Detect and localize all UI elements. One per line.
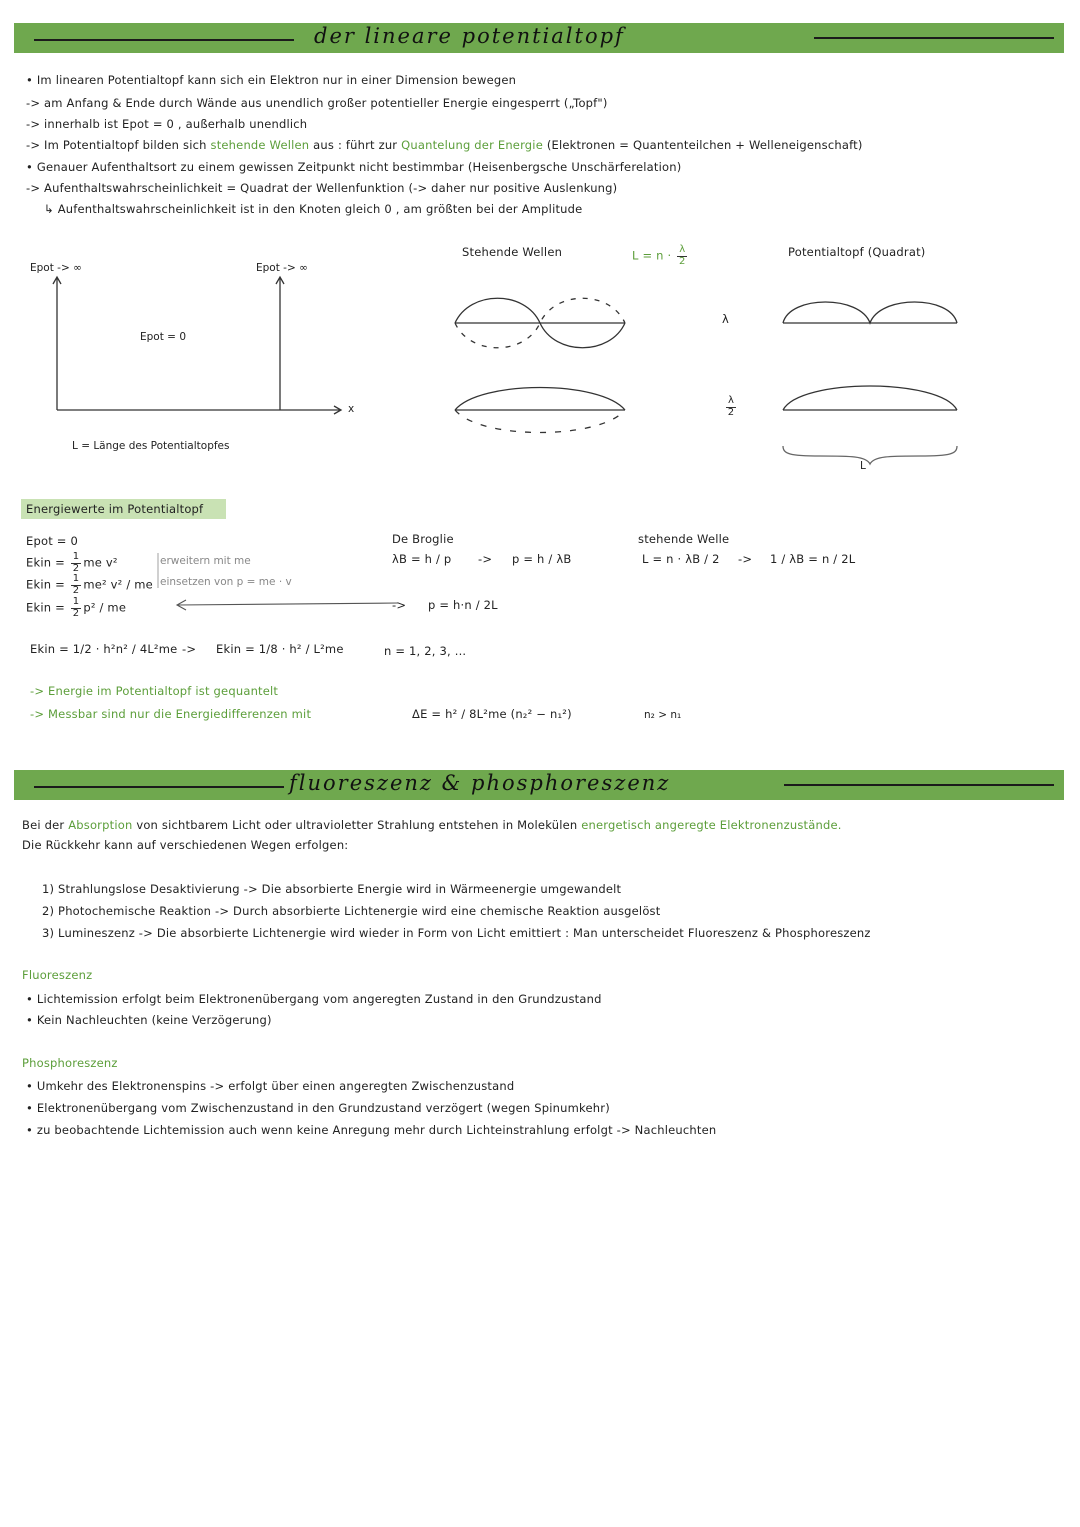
standing-arrow: -> bbox=[738, 552, 753, 566]
broglie-formula: λB = h / p bbox=[392, 552, 452, 566]
standing-formula: L = n · λB / 2 bbox=[642, 552, 720, 566]
n-values: n = 1, 2, 3, ... bbox=[384, 644, 467, 658]
broglie-arrow: -> bbox=[478, 552, 493, 566]
process-item-3: 3) Lumineszenz -> Die absorbierte Lichtenergie wird wieder in Form von Licht emittiert : Man unterscheidet Fluoreszenz & Phosphoreszenz bbox=[42, 926, 871, 940]
section-title-potentialtopf: der lineare potentialtopf bbox=[314, 24, 625, 48]
ekin-arrow: -> bbox=[182, 642, 197, 656]
epot-zero: Epot = 0 bbox=[26, 534, 78, 548]
n-relation: n₂ > n₁ bbox=[644, 709, 682, 721]
ekin-eq-1: Ekin = $\frac{1}{2}$ me v² bbox=[26, 551, 118, 574]
axis-x-label: x bbox=[348, 403, 355, 415]
delta-e-formula: ΔE = h² / 8L²me (n₂² − n₁²) bbox=[412, 707, 572, 721]
label-lambda-half: $\frac{\lambda}{2}$ bbox=[727, 395, 735, 418]
broglie-title: De Broglie bbox=[392, 532, 454, 546]
ekin-final-b: Ekin = 1/8 · h² / L²me bbox=[216, 642, 344, 656]
fluor-point-2: • Kein Nachleuchten (keine Verzögerung) bbox=[26, 1013, 272, 1027]
intro-line-5: • Genauer Aufenthaltsort zu einem gewissen Zeitpunkt nicht bestimmbar (Heisenbergsche Unschärferelation) bbox=[26, 160, 682, 174]
momentum-arrow: -> bbox=[392, 598, 407, 612]
phos-point-3: • zu beobachtende Lichtemission auch wenn keine Anregung mehr durch Lichteinstrahlung erfolgt -> Nachleuchten bbox=[26, 1123, 717, 1137]
wall-left-label: Epot -> ∞ bbox=[30, 262, 82, 274]
process-item-2: 2) Photochemische Reaktion -> Durch absorbierte Lichtenergie wird eine chemische Reaktion ausgelöst bbox=[42, 904, 661, 918]
intro-line-6: -> Aufenthaltswahrscheinlichkeit = Quadrat der Wellenfunktion (-> daher nur positive Auslenkung) bbox=[26, 181, 618, 195]
intro-line-2: -> am Anfang & Ende durch Wände aus unendlich großer potentieller Energie eingesperrt („Topf") bbox=[26, 96, 608, 110]
intro-line-1: • Im linearen Potentialtopf kann sich ein Elektron nur in einer Dimension bewegen bbox=[26, 73, 517, 87]
label-lambda: λ bbox=[722, 312, 730, 326]
intro-line-7: ↳ Aufenthaltswahrscheinlichkeit ist in den Knoten gleich 0 , am größten bei der Amplitude bbox=[44, 202, 583, 216]
inside-label: Epot = 0 bbox=[140, 331, 186, 343]
intro2-line-2: Die Rückkehr kann auf verschiedenen Wegen erfolgen: bbox=[22, 838, 349, 852]
conclusion-quantized: -> Energie im Potentialtopf ist gequantelt bbox=[30, 684, 279, 698]
fluor-point-1: • Lichtemission erfolgt beim Elektronenübergang vom angeregten Zustand in den Grundzustand bbox=[26, 992, 602, 1006]
energy-heading: Energiewerte im Potentialtopf bbox=[26, 502, 204, 516]
phos-heading: Phosphoreszenz bbox=[22, 1056, 118, 1070]
ekin-eq-3: Ekin = $\frac{1}{2}$ p² / me bbox=[26, 596, 127, 619]
wall-right-label: Epot -> ∞ bbox=[256, 262, 308, 274]
wave-formula: L = n · $\frac{\lambda}{2}$ bbox=[632, 244, 686, 267]
waves-title: Stehende Wellen bbox=[462, 245, 563, 259]
brace-label: L bbox=[860, 460, 866, 472]
intro2-line-1: Bei der Absorption von sichtbarem Licht oder ultravioletter Strahlung entstehen in Molekülen energetisch angeregte Elektronenzustände. bbox=[22, 818, 842, 832]
length-label: L = Länge des Potentialtopfes bbox=[72, 440, 230, 452]
phos-point-2: • Elektronenübergang vom Zwischenzustand in den Grundzustand verzögert (wegen Spinumkehr) bbox=[26, 1101, 610, 1115]
intro-line-3: -> innerhalb ist Epot = 0 , außerhalb unendlich bbox=[26, 117, 308, 131]
ekin-eq-2: Ekin = $\frac{1}{2}$ me² v² / me bbox=[26, 573, 153, 596]
ekin-final-a: Ekin = 1/2 · h²n² / 4L²me bbox=[30, 642, 178, 656]
standing-result: 1 / λB = n / 2L bbox=[770, 552, 856, 566]
section-title-fluoreszenz: fluoreszenz & phosphoreszenz bbox=[289, 771, 671, 795]
phos-point-1: • Umkehr des Elektronenspins -> erfolgt über einen angeregten Zwischenzustand bbox=[26, 1079, 515, 1093]
process-item-1: 1) Strahlungslose Desaktivierung -> Die absorbierte Energie wird in Wärmeenergie umgewandelt bbox=[42, 882, 622, 896]
fluor-heading: Fluoreszenz bbox=[22, 968, 93, 982]
note-extend: erweitern mit me bbox=[160, 555, 251, 567]
momentum-final: p = h·n / 2L bbox=[428, 598, 498, 612]
banner2-line-left bbox=[34, 786, 284, 788]
standing-title: stehende Welle bbox=[638, 532, 730, 546]
square-title: Potentialtopf (Quadrat) bbox=[788, 245, 926, 259]
banner2-line-right bbox=[784, 784, 1054, 786]
long-left-arrow-line bbox=[178, 603, 398, 605]
section-banner-fluoreszenz bbox=[14, 770, 1064, 800]
note-insert: einsetzen von p = me · v bbox=[160, 576, 292, 588]
conclusion-measurable: -> Messbar sind nur die Energiedifferenzen mit bbox=[30, 707, 312, 721]
intro-line-4: -> Im Potentialtopf bilden sich stehende Wellen aus : führt zur Quantelung der Energie (Elektronen = Quantenteilchen + Welleneigenschaft) bbox=[26, 138, 863, 152]
momentum-formula: p = h / λB bbox=[512, 552, 572, 566]
